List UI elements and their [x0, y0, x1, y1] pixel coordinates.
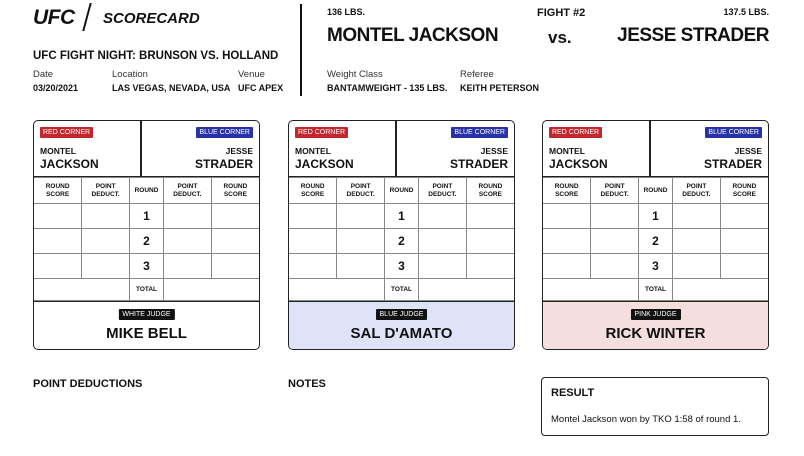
total-cell[interactable]: [289, 279, 385, 301]
col-round-score: ROUND SCORE: [289, 178, 337, 204]
ufc-logo: UFC: [33, 6, 75, 29]
total-cell[interactable]: [34, 279, 130, 301]
judge-badge: WHITE JUDGE: [118, 309, 174, 320]
score-cell[interactable]: [82, 254, 130, 279]
result-heading: RESULT: [551, 387, 595, 399]
score-cell[interactable]: [337, 229, 385, 254]
score-cell[interactable]: [82, 229, 130, 254]
score-cell[interactable]: [419, 204, 467, 229]
referee-value: KEITH PETERSON: [460, 83, 540, 93]
blue-last-name: STRADER: [449, 157, 508, 171]
judge-area: [289, 301, 514, 350]
score-cell[interactable]: [34, 204, 82, 229]
round-number: 1: [639, 204, 673, 229]
col-point-deduct: POINT DEDUCT.: [337, 178, 385, 204]
score-cell[interactable]: [164, 204, 212, 229]
judge-card-1: [33, 120, 260, 350]
score-cell[interactable]: [211, 254, 259, 279]
score-cell[interactable]: [289, 254, 337, 279]
round-number: 2: [385, 229, 419, 254]
score-table: [34, 177, 259, 301]
total-cell[interactable]: [164, 279, 260, 301]
col-point-deduct: POINT DEDUCT.: [591, 178, 639, 204]
score-cell[interactable]: [720, 204, 768, 229]
red-first-name: MONTEL: [40, 146, 76, 156]
venue-value: UFC APEX: [238, 83, 284, 93]
total-label: TOTAL: [385, 279, 419, 301]
score-cell[interactable]: [337, 204, 385, 229]
fight-number: FIGHT #2: [537, 7, 586, 19]
score-cell[interactable]: [543, 254, 591, 279]
blue-last-name: STRADER: [194, 157, 253, 171]
total-label: TOTAL: [639, 279, 673, 301]
weight-class-label: Weight Class: [327, 69, 383, 80]
col-round-score: ROUND SCORE: [466, 178, 514, 204]
header-divider: [300, 4, 302, 96]
score-table: [543, 177, 768, 301]
card-divider: [395, 121, 397, 177]
versus-label: vs.: [548, 28, 572, 47]
col-point-deduct: POINT DEDUCT.: [82, 178, 130, 204]
round-number: 3: [130, 254, 164, 279]
score-cell[interactable]: [543, 204, 591, 229]
location-label: Location: [112, 69, 148, 80]
col-point-deduct: POINT DEDUCT.: [164, 178, 212, 204]
red-fighter-name: MONTEL JACKSON: [327, 25, 499, 46]
col-round-score: ROUND SCORE: [543, 178, 591, 204]
result-box: [541, 377, 769, 436]
result-text: Montel Jackson won by TKO 1:58 of round 1.: [551, 414, 741, 425]
round-number: 3: [385, 254, 419, 279]
blue-first-name: JESSE: [734, 146, 762, 156]
score-cell[interactable]: [211, 204, 259, 229]
judge-name: SAL D'AMATO: [350, 325, 453, 342]
card-fighters: [543, 121, 768, 177]
round-number: 2: [639, 229, 673, 254]
card-fighters: [34, 121, 259, 177]
judge-badge: BLUE JUDGE: [376, 309, 428, 320]
round-number: 2: [130, 229, 164, 254]
score-cell[interactable]: [591, 254, 639, 279]
red-corner-badge: RED CORNER: [40, 127, 93, 138]
score-cell[interactable]: [591, 229, 639, 254]
score-cell[interactable]: [673, 229, 721, 254]
score-cell[interactable]: [34, 254, 82, 279]
score-cell[interactable]: [82, 204, 130, 229]
judge-name: MIKE BELL: [106, 325, 187, 342]
score-cell[interactable]: [164, 254, 212, 279]
card-fighters: [289, 121, 514, 177]
round-number: 1: [130, 204, 164, 229]
blue-fighter-weight: 137.5 LBS.: [723, 7, 769, 17]
score-cell[interactable]: [466, 229, 514, 254]
round-number: 3: [639, 254, 673, 279]
scorecard-title: SCORECARD: [103, 10, 200, 27]
judge-badge: PINK JUDGE: [630, 309, 680, 320]
score-cell[interactable]: [211, 229, 259, 254]
score-cell[interactable]: [720, 254, 768, 279]
judge-name: RICK WINTER: [605, 325, 706, 342]
score-cell[interactable]: [289, 229, 337, 254]
blue-corner-badge: BLUE CORNER: [451, 127, 508, 138]
red-corner-badge: RED CORNER: [295, 127, 348, 138]
score-cell[interactable]: [337, 254, 385, 279]
red-first-name: MONTEL: [295, 146, 331, 156]
red-last-name: JACKSON: [40, 157, 99, 171]
blue-fighter-name: JESSE STRADER: [617, 25, 769, 46]
blue-first-name: JESSE: [480, 146, 508, 156]
red-last-name: JACKSON: [549, 157, 608, 171]
round-number: 1: [385, 204, 419, 229]
weight-class-value: BANTAMWEIGHT - 135 LBS.: [327, 83, 448, 93]
total-cell[interactable]: [543, 279, 639, 301]
score-table: [289, 177, 514, 301]
judge-area: [543, 301, 768, 350]
col-round-score: ROUND SCORE: [211, 178, 259, 204]
col-point-deduct: POINT DEDUCT.: [673, 178, 721, 204]
notes-heading: NOTES: [288, 378, 326, 390]
col-round: ROUND: [385, 178, 419, 204]
score-cell[interactable]: [419, 254, 467, 279]
score-cell[interactable]: [591, 204, 639, 229]
score-cell[interactable]: [164, 229, 212, 254]
score-cell[interactable]: [466, 204, 514, 229]
logo-divider: [82, 3, 92, 31]
score-cell[interactable]: [289, 204, 337, 229]
referee-label: Referee: [460, 69, 494, 80]
score-cell[interactable]: [543, 229, 591, 254]
card-divider: [649, 121, 651, 177]
red-fighter-weight: 136 LBS.: [327, 7, 366, 17]
event-title: UFC FIGHT NIGHT: BRUNSON VS. HOLLAND: [33, 50, 279, 62]
score-cell[interactable]: [673, 254, 721, 279]
location-value: LAS VEGAS, NEVADA, USA: [112, 83, 231, 93]
judge-area: [34, 301, 259, 350]
red-corner-badge: RED CORNER: [549, 127, 602, 138]
red-last-name: JACKSON: [295, 157, 354, 171]
col-point-deduct: POINT DEDUCT.: [419, 178, 467, 204]
date-label: Date: [33, 69, 54, 80]
score-cell[interactable]: [466, 254, 514, 279]
col-round-score: ROUND SCORE: [34, 178, 82, 204]
point-deductions-heading: POINT DEDUCTIONS: [33, 378, 143, 390]
date-value: 03/20/2021: [33, 83, 79, 93]
col-round: ROUND: [130, 178, 164, 204]
col-round: ROUND: [639, 178, 673, 204]
red-first-name: MONTEL: [549, 146, 585, 156]
blue-first-name: JESSE: [225, 146, 253, 156]
col-round-score: ROUND SCORE: [720, 178, 768, 204]
venue-label: Venue: [238, 69, 265, 80]
total-cell[interactable]: [673, 279, 769, 301]
blue-corner-badge: BLUE CORNER: [196, 127, 253, 138]
judge-card-3: [542, 120, 769, 350]
score-cell[interactable]: [419, 229, 467, 254]
total-label: TOTAL: [130, 279, 164, 301]
blue-last-name: STRADER: [703, 157, 762, 171]
total-cell[interactable]: [419, 279, 515, 301]
judge-card-2: [288, 120, 515, 350]
blue-corner-badge: BLUE CORNER: [705, 127, 762, 138]
score-cell[interactable]: [673, 204, 721, 229]
card-divider: [140, 121, 142, 177]
score-cell[interactable]: [720, 229, 768, 254]
score-cell[interactable]: [34, 229, 82, 254]
